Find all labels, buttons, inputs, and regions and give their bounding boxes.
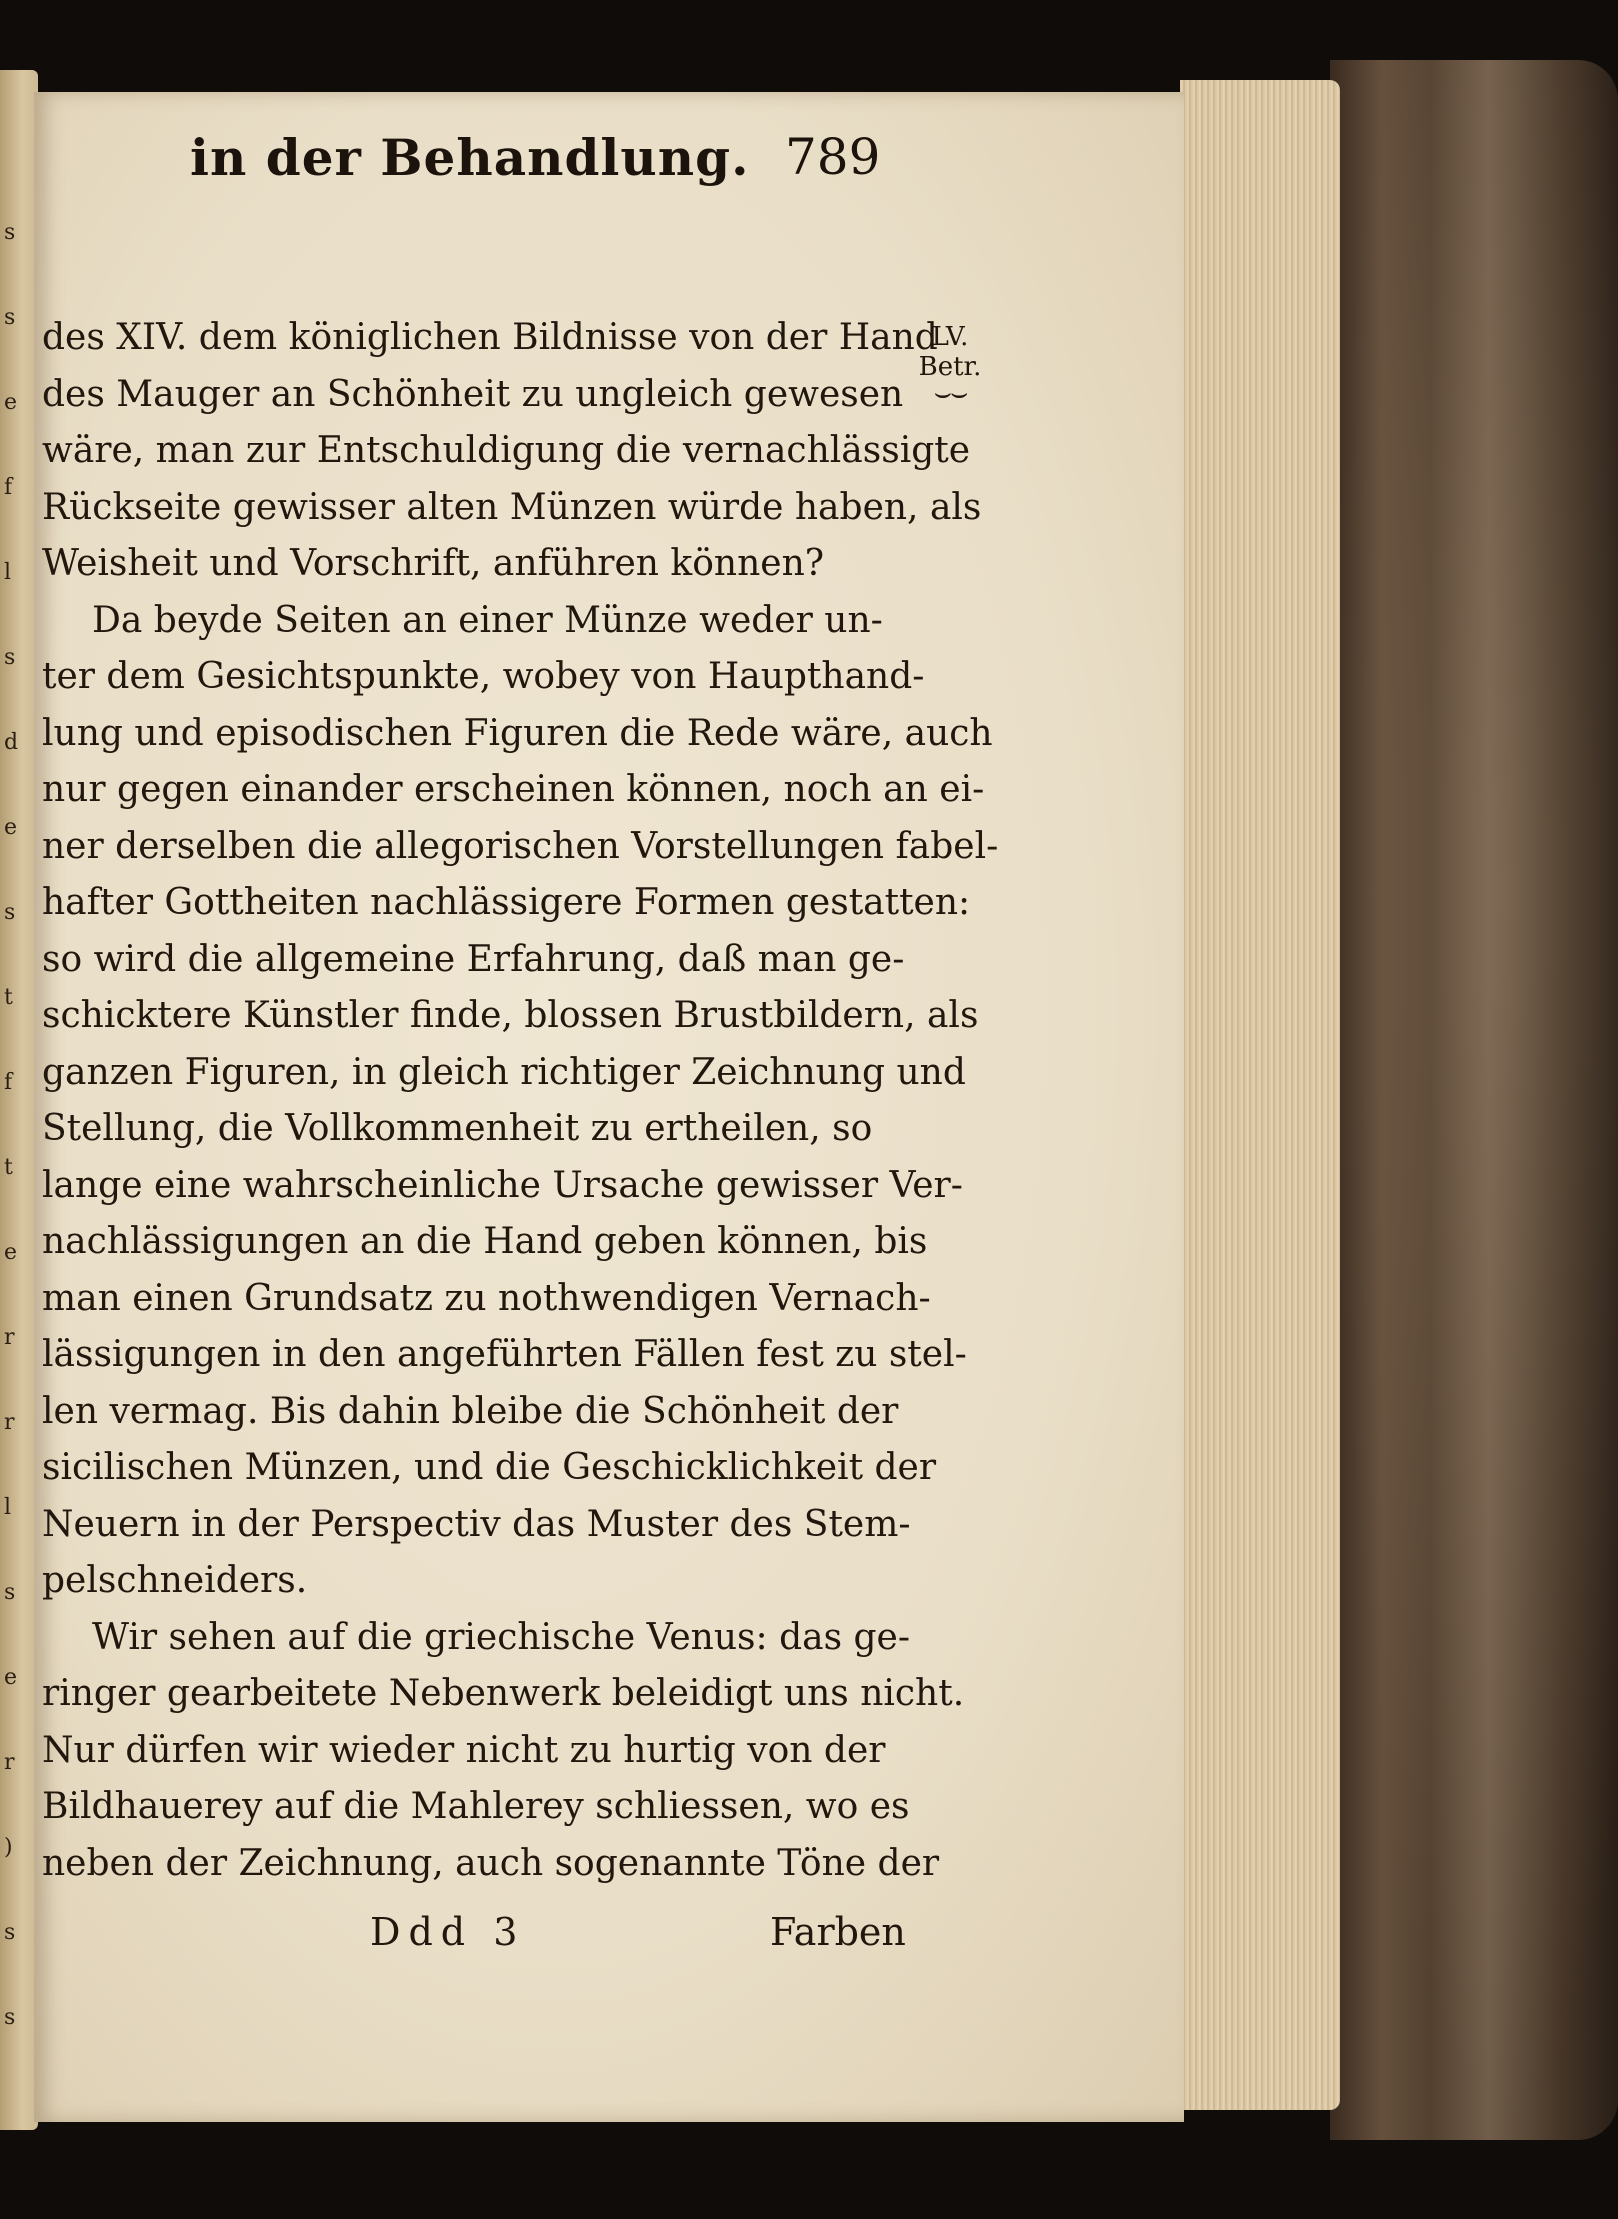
text-line: lässigungen in den angeführten Fällen fest zu stel- [42,1334,967,1375]
text-line: ter dem Gesichtspunkte, wobey von Haupthand- [42,656,925,697]
margin-brace: ⌣⌣ [933,376,967,409]
text-line: Weisheit und Vorschrift, anführen können? [42,543,825,584]
running-head: in der Behandlung. [190,128,750,187]
left-page-mark: s [4,1580,16,1605]
left-page-mark: t [4,1155,13,1180]
text-line: Rückseite gewisser alten Münzen würde haben, als [42,486,982,528]
text-line: ringer gearbeitete Nebenwerk beleidigt uns nicht. [42,1673,965,1714]
left-page-mark: e [4,1665,18,1690]
text-line: Bildhauerey auf die Mahlerey schliessen, wo es [42,1786,910,1827]
text-line: hafter Gottheiten nachlässigere Formen gestatten: [42,882,971,923]
left-page-mark: s [4,220,16,245]
left-page-mark: s [4,1920,16,1945]
left-page-mark: l [4,1495,12,1520]
text-line: Stellung, die Vollkommenheit zu ertheilen, so [42,1108,873,1149]
text-line: neben der Zeichnung, auch sogenannte Töne der [42,1842,940,1884]
left-page-mark: s [4,645,16,670]
left-page-mark: e [4,390,18,415]
page-footer [370,1910,910,1970]
left-page-edge [0,70,38,2130]
book-cover [1330,60,1618,2140]
text-line: Wir sehen auf die griechische Venus: das ge- [92,1616,911,1658]
text-line: wäre, man zur Entschuldigung die vernachlässigte [42,430,971,471]
left-page-mark: s [4,900,16,925]
left-page-mark: e [4,815,18,840]
text-line: sicilischen Münzen, und die Geschicklichkeit der [42,1447,937,1488]
left-page-mark: l [4,560,12,585]
text-line: so wird die allgemeine Erfahrung, daß man ge- [42,938,905,980]
text-line: Nur dürfen wir wieder nicht zu hurtig von der [42,1729,886,1771]
text-line: man einen Grundsatz zu nothwendigen Vernach- [42,1277,931,1319]
left-page-mark: ) [4,1835,13,1860]
text-line: schicktere Künstler finde, blossen Brustbildern, als [42,995,979,1036]
margin-section: LV. [931,322,969,352]
catchword: Farben [770,1910,906,1954]
text-line: Da beyde Seiten an einer Münze weder un- [92,599,883,641]
page-header [190,128,890,208]
left-page-mark: d [4,730,19,755]
left-page-mark: r [4,1750,15,1775]
left-page-mark: r [4,1325,15,1350]
text-line: ner derselben die allegorischen Vorstellungen fabel- [42,825,999,867]
left-page-mark: f [4,1070,13,1095]
text-line: ganzen Figuren, in gleich richtiger Zeichnung und [42,1051,966,1093]
text-line: pelschneiders. [42,1560,308,1601]
left-page-fragments [4,70,34,2130]
text-line: nur gegen einander erscheinen können, noch an ei- [42,769,985,810]
left-page-mark: t [4,985,13,1010]
text-line: des Mauger an Schönheit zu ungleich gewesen [42,373,904,415]
text-line: nachlässigungen an die Hand geben können, bis [42,1221,928,1262]
signature-mark: Ddd 3 [370,1910,526,1954]
page-number: 789 [785,128,881,186]
left-page-mark: s [4,2005,16,2030]
left-page-mark: e [4,1240,18,1265]
page-edges [1180,80,1340,2110]
left-page-mark: f [4,475,13,500]
text-line: lange eine wahrscheinliche Ursache gewisser Ver- [42,1164,963,1206]
text-line: Neuern in der Perspectiv das Muster des Stem- [42,1503,911,1545]
left-page-mark: s [4,305,16,330]
margin-label: Betr. [918,352,982,382]
text-line: len vermag. Bis dahin bleibe die Schönheit der [42,1390,899,1432]
text-line: lung und episodischen Figuren die Rede wäre, auch [42,712,993,754]
text-line: des XIV. dem königlichen Bildnisse von der Hand [42,317,938,358]
left-page-mark: r [4,1410,15,1435]
